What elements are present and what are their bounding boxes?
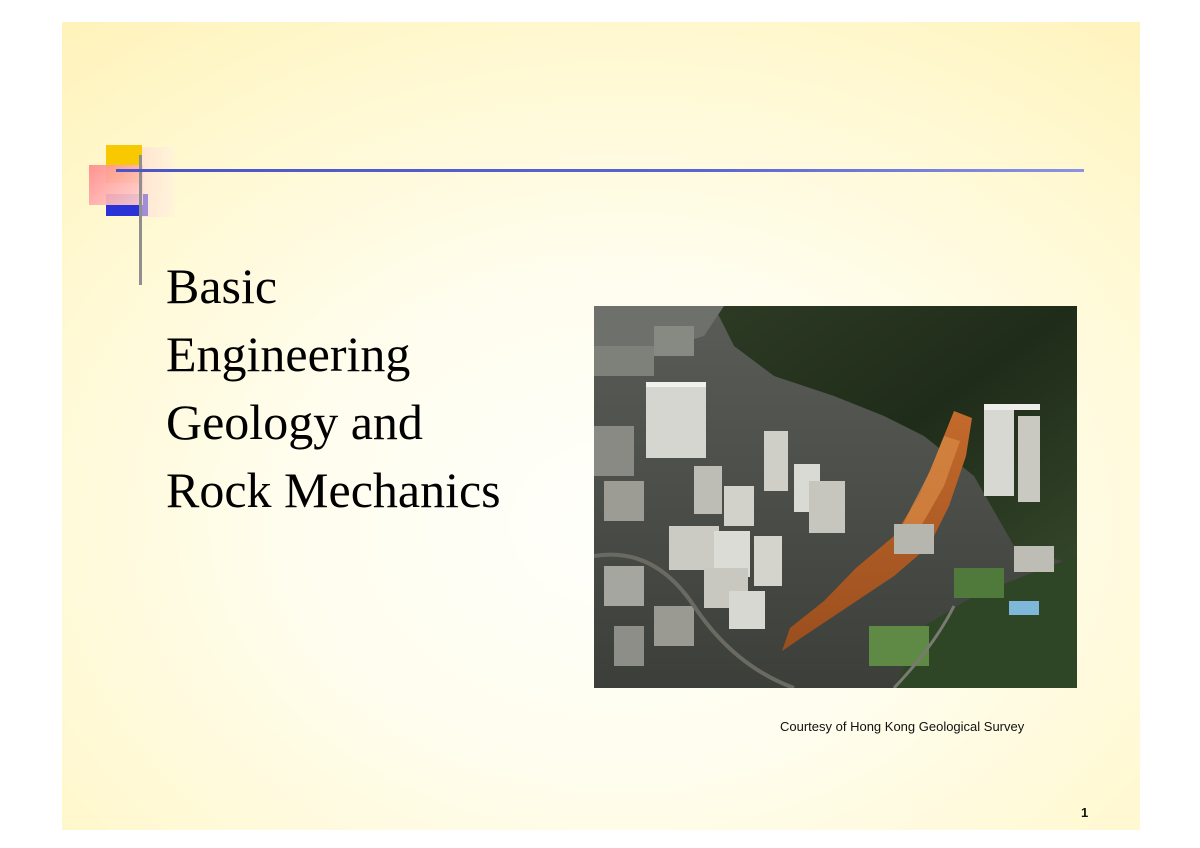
page-number: 1 (1081, 805, 1089, 820)
photo-caption: Courtesy of Hong Kong Geological Survey (780, 719, 1025, 734)
slide (62, 22, 1140, 830)
landslide-photo (594, 306, 1077, 688)
title-horizontal-rule (116, 169, 1084, 172)
landslide-photo-illustration (594, 306, 1077, 688)
slide-title: Basic Engineering Geology and Rock Mechanics (166, 258, 501, 518)
title-vertical-rule (139, 155, 142, 285)
title-decoration-glow (142, 147, 174, 217)
